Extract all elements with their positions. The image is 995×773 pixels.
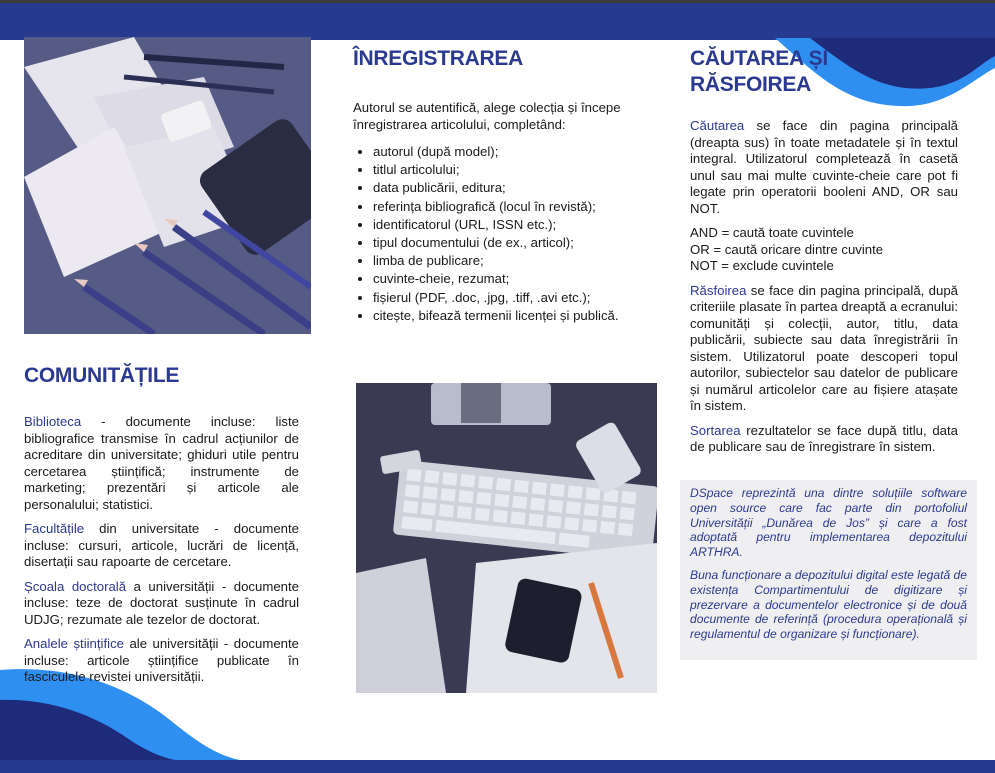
- sort-paragraph: [690, 423, 958, 456]
- doctoral-text: a universității - documente incluse: teze de doctorat susținute în cadrul UDJG; rezumate ale tezelor de doctorat.: [24, 578, 299, 627]
- operator-and: AND = caută toate cuvintele: [690, 225, 854, 240]
- search-browse-heading: [690, 46, 958, 98]
- desk-keyboard-illustration: [356, 383, 657, 693]
- list-item: • identificatorul (URL, ISSN etc.);: [373, 216, 643, 234]
- list-item: • limba de publicare;: [373, 252, 643, 270]
- bottom-band: [0, 760, 995, 773]
- repository-paragraph: Buna funcționare a depozitului digital este legată de existența Compartimentului de digitizare și prezervare a documentelor electronice și de două documente de referință (procedura operațională și regulamentul de organizare și funcționare).: [690, 567, 968, 642]
- sort-text: rezultatelor se face după titlu, data de publicare sau de înregistrare în sistem.: [690, 422, 958, 454]
- search-browse-heading-line1: CĂUTAREA ȘI: [690, 47, 828, 70]
- middle-column: [353, 46, 643, 325]
- search-text: se face din pagina principală (dreapta sus) în toate metadatele și în textul integral. Utilizatorul completează în casetă unul sau mai multe cuvinte-cheie care pot fi legate prin operatorii booleni AND, OR sau NOT.: [690, 118, 958, 216]
- operator-not: NOT = exclude cuvintele: [690, 258, 834, 273]
- doctoral-paragraph: [24, 579, 299, 629]
- library-term: Biblioteca: [24, 414, 82, 429]
- operators-block: [690, 225, 958, 275]
- communities-heading: COMUNITĂȚILE: [24, 364, 180, 387]
- faculties-text: din universitate - documente incluse: cursuri, articole, lucrări de licență, disertații sau rapoarte de cercetare.: [24, 521, 299, 569]
- list-item: • autorul (după model);: [373, 143, 643, 161]
- registration-intro: Autorul se autentifică, alege colecția și începe înregistrarea articolului, completând:: [353, 100, 621, 132]
- photo-desk-sketches: [24, 37, 311, 334]
- search-paragraph: [690, 118, 958, 217]
- left-column: [24, 363, 299, 694]
- desk-sketches-illustration: [24, 37, 311, 334]
- list-item: • referința bibliografică (locul în revistă);: [373, 198, 643, 216]
- list-item: • citește, bifează termenii licenței și publică.: [373, 307, 643, 325]
- browse-paragraph: [690, 283, 958, 415]
- search-term: Căutarea: [690, 118, 745, 133]
- right-column: [690, 46, 958, 464]
- list-item: • data publicării, editura;: [373, 179, 643, 197]
- browse-text: se face din pagina principală, după criteriile plasate în partea dreaptă a ecranului: comunități și colecții, autor, titlu, data publicării, subiecte sau data înregistrării în sistem. Utilizatorul poate descoperi topul autorilor, subiectelor sau datelor de publicare și numărul articolelor care au fișiere atașate în sistem.: [690, 282, 958, 413]
- photo-desk-keyboard: [356, 383, 657, 693]
- search-browse-heading-line2: RĂSFOIREA: [690, 73, 811, 96]
- registration-heading: ÎNREGISTRAREA: [353, 47, 523, 70]
- list-item: • cuvinte-cheie, rezumat;: [373, 270, 643, 288]
- registration-field-list: [353, 143, 643, 325]
- top-band: [0, 0, 995, 40]
- doctoral-term: Școala doctorală: [24, 578, 127, 594]
- browse-term: Răsfoirea: [690, 282, 747, 298]
- list-item: • fișierul (PDF, .doc, .jpg, .tiff, .avi etc.);: [373, 289, 643, 307]
- sort-term: Sortarea: [690, 422, 741, 438]
- list-item: • titlul articolului;: [373, 161, 643, 179]
- dspace-info-box: [680, 480, 977, 660]
- faculties-paragraph: [24, 521, 299, 571]
- library-text: - documente incluse: liste bibliografice transmise în cadrul acțiunilor de acreditare din universitate; ghiduri utile pentru cercetarea științifică; instrumente de marketing; prezentări și articole ale personalului; statistici.: [24, 414, 299, 512]
- operator-or: OR = caută oricare dintre cuvinte: [690, 241, 884, 257]
- list-item: • tipul documentului (de ex., articol);: [373, 234, 643, 252]
- dspace-paragraph: DSpace reprezintă una dintre soluțiile software open source care fac parte din portofoliul Universității „Dunărea de Jos” și care a fost adoptată pentru implementarea depozitului ARTHRA.: [690, 486, 967, 560]
- annals-paragraph: [24, 636, 299, 686]
- annals-term: Analele științifice: [24, 636, 125, 651]
- annals-text: ale universității - documente incluse: articole științifice publicate în fasciculele revistei universității.: [24, 636, 299, 684]
- library-paragraph: [24, 414, 299, 513]
- faculties-term: Facultățile: [24, 521, 85, 536]
